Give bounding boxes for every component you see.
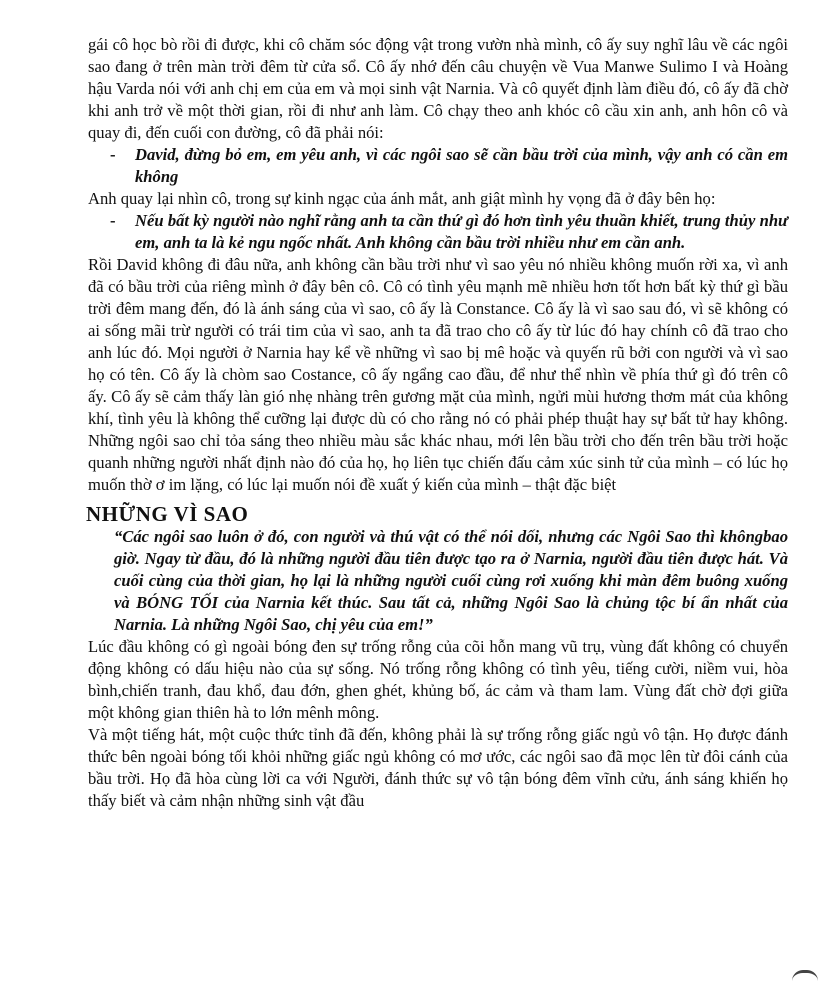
section-heading: NHỮNG VÌ SAO <box>86 502 249 526</box>
paragraph-constance: Rồi David không đi đâu nữa, anh không cần bầu trời như vì sao yêu nó nhiều không muốn rời xa, vì anh đã có bầu trời của riêng mình ở đây bên cô. Cô có tình yêu mạnh mẽ nhiều hơn tốt hơn bất kỳ thứ gì bầu trời đêm mang đến, đó là ánh sáng của vì sao, cô ấy là Constance. Cô ấy là vì sao sau đó, vì sẽ không có ai sống mãi trừ người có trái tim của vì sao, anh ta đã trao cho cô ấy từ lúc đó hay chính cô đã trao cho anh lúc đó. Mọi người ở Narnia hay kể về những vì sao bị mê hoặc và quyến rũ bởi con người và vì sao họ có tên. Cô ấy là chòm sao Costance, cô ấy ngẩng cao đầu, để như thể nhìn về phía thứ gì đó trên cô ấy. Cô ấy sẽ cảm thấy làn gió nhẹ nhàng trên gương mặt của mình, ngửi mùi hương thơm mát của không khí, tình yêu là không thể cưỡng lại được dù có cho rằng nó có phải phép thuật hay sự bất tử hay không. Những ngôi sao chỉ tỏa sáng theo nhiều màu sắc khác nhau, mới lên bầu trời cho đến trên bầu trời hoặc quanh những người nhất định nào đó của họ, họ liên tục chiến đấu cảm xúc sinh tử của mình – có lúc họ muốn thờ ơ im lặng, có lúc lại muốn nói đề xuất ý kiến của mình – thật đặc biệt <box>88 255 788 494</box>
section-quote: “Các ngôi sao luôn ở đó, con người và thú vật có thể nói dối, nhưng các Ngôi Sao thì khôngbao giờ. Ngay từ đầu, đó là những người đầu tiên được tạo ra ở Narnia, người đầu tiên được hát. Và cuối cùng của thời gian, họ lại là những người cuối cùng rơi xuống khi màn đêm buông xuống và BÓNG TỐI của Narnia kết thúc. Sau tất cả, những Ngôi Sao là chủng tộc bí ẩn nhất của Narnia. Là những Ngôi Sao, chị yêu của em!” <box>114 527 788 634</box>
document-page <box>88 34 788 812</box>
dialog-line-david <box>110 144 788 188</box>
dialog-text: David, đừng bỏ em, em yêu anh, vì các ngôi sao sẽ cần bầu trời của mình, vậy anh có cần em không <box>135 145 788 186</box>
dialog-dash: - <box>110 145 116 164</box>
paragraph-reply-intro: Anh quay lại nhìn cô, trong sự kinh ngạc của ánh mắt, anh giật mình hy vọng đã ở đây bên họ: <box>88 189 716 208</box>
paragraph-void: Lúc đầu không có gì ngoài bóng đen sự trống rỗng của cõi hỗn mang vũ trụ, vùng đất không có chuyển động không có dấu hiệu nào của sự sống. Nó trống rỗng không có tình yêu, tiếng cười, niềm vui, hòa bình,chiến tranh, đau khổ, đau đớn, ghen ghét, khủng bố, ác cảm và tham lam. Vùng đất chờ đợi giữa một không gian thiên hà to lớn mênh mông. <box>88 637 788 722</box>
dialog-text: Nếu bất kỳ người nào nghĩ rằng anh ta cần thứ gì đó hơn tình yêu thuần khiết, trung thủy như em, anh ta là kẻ ngu ngốc nhất. Anh không cần bầu trời nhiều như em cần anh. <box>135 211 788 252</box>
dialog-line-reply <box>110 210 788 254</box>
dialog-dash: - <box>110 211 116 230</box>
page-curl-icon <box>792 970 818 981</box>
paragraph-awakening: Và một tiếng hát, một cuộc thức tỉnh đã đến, không phải là sự trống rỗng giấc ngủ vô tận. Họ được đánh thức bên ngoài bóng tối khỏi những giấc ngủ không có mơ ước, các ngôi sao đã mọc lên từ đôi cánh của bầu trời. Họ đã hòa cùng lời ca với Người, đánh thức sự vô tận bóng đêm vĩnh cửu, ánh sáng khiến họ thấy biết và cảm nhận những sinh vật đầu <box>88 725 788 810</box>
paragraph-intro: gái cô học bò rồi đi được, khi cô chăm sóc động vật trong vườn nhà mình, cô ấy suy nghĩ lâu về các ngôi sao đang ở trên màn trời đêm từ cửa sổ. Cô ấy nhớ đến câu chuyện về Vua Manwe Sulimo I và Hoàng hậu Varda nói với anh chị em của em và mọi sinh vật Narnia. Và cô quyết định làm điều đó, cô ấy đã chờ khi anh trở về một thời gian, rồi đi như anh làm. Cô chạy theo anh khóc cô cầu xin anh, anh hôn cô và quay đi, đến cuối con đường, cô đã phải nói: <box>88 35 788 142</box>
